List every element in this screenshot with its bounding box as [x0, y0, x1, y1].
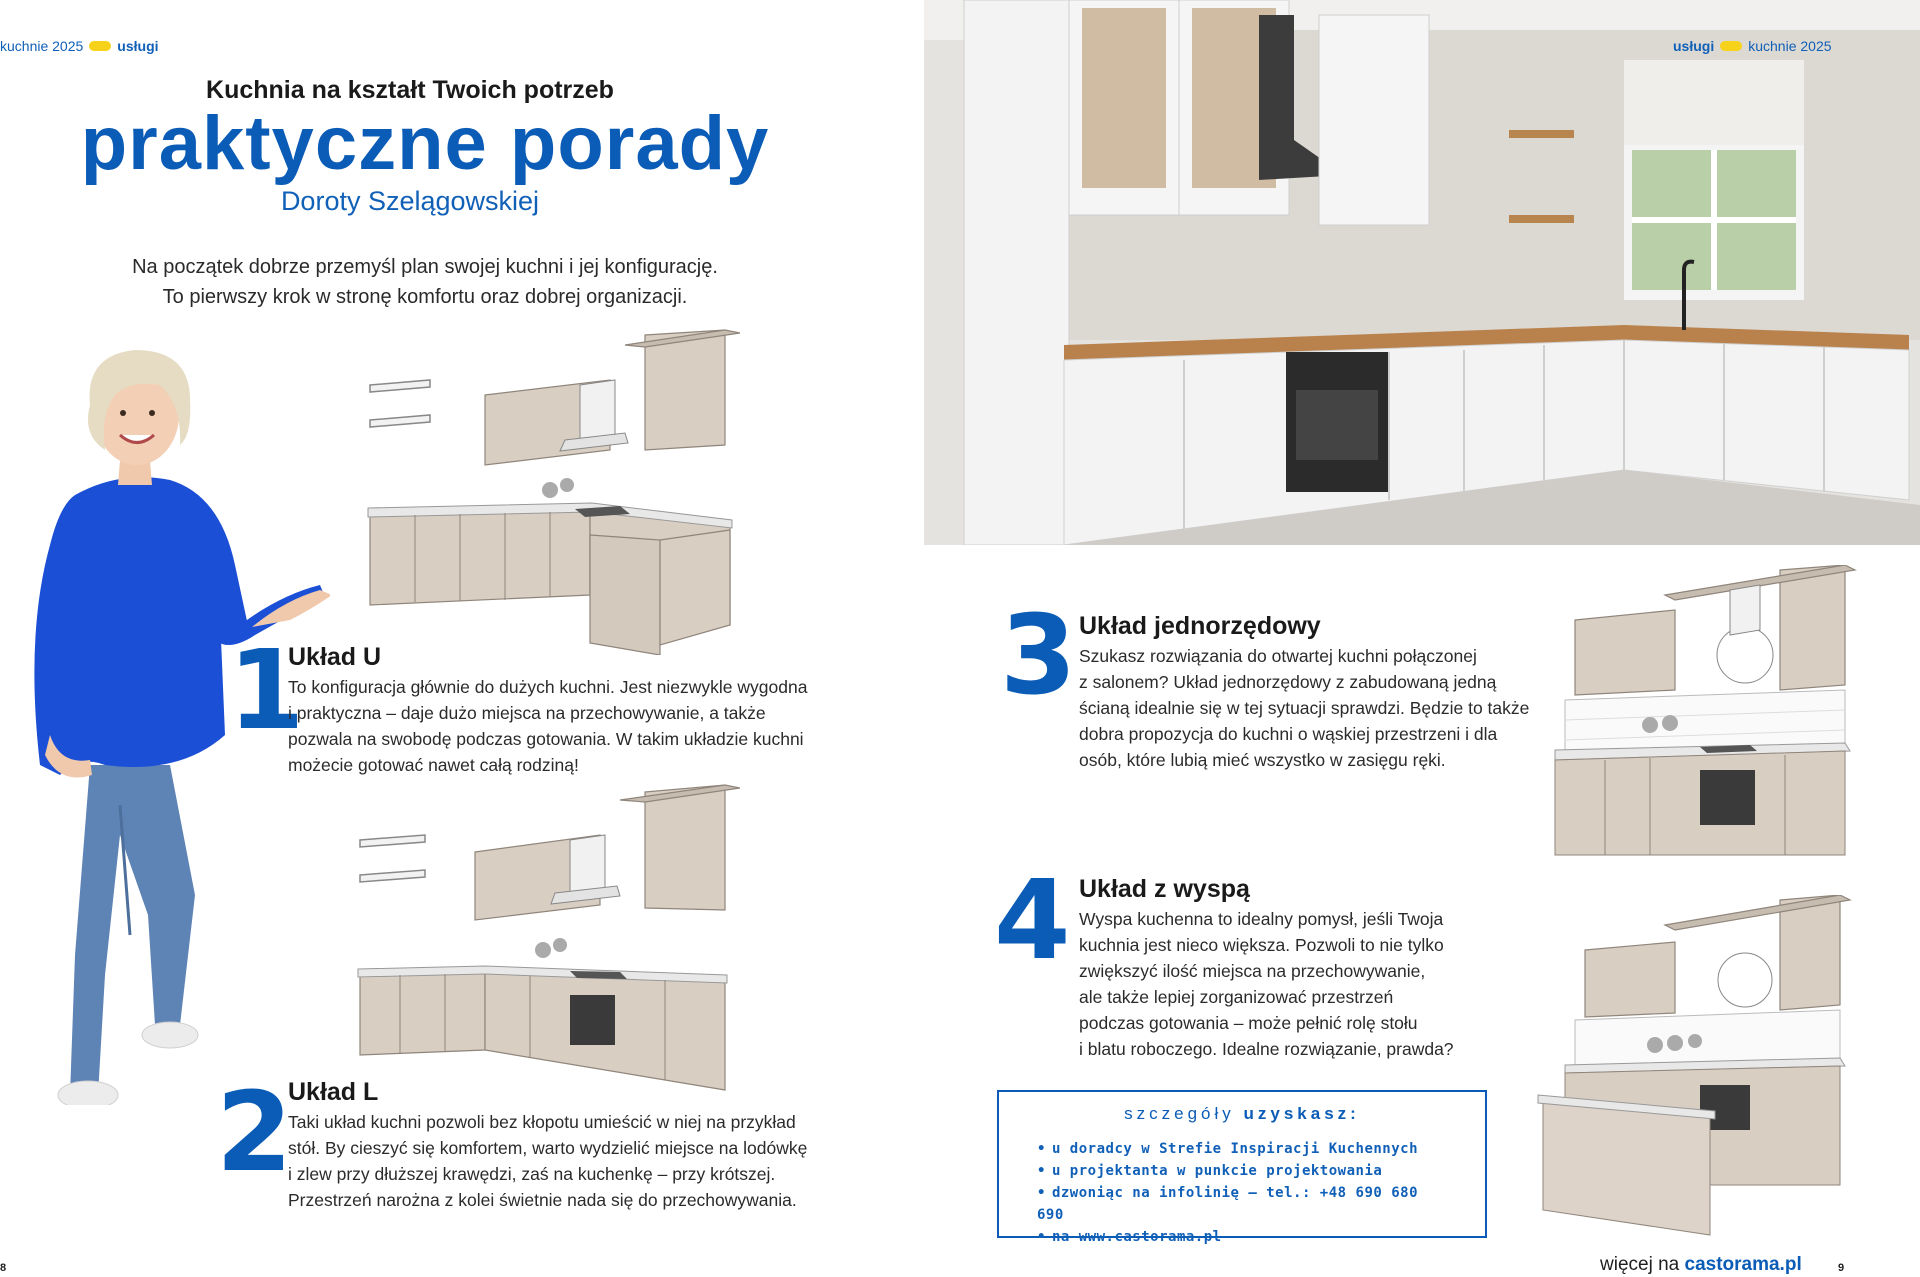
info-list-item: • u projektanta w punkcie projektowania — [1037, 1160, 1447, 1182]
footer-link[interactable]: castorama.pl — [1684, 1254, 1802, 1275]
section-2-line: Taki układ kuchni pozwoli bez kłopotu umieścić w niej na przykład — [288, 1112, 796, 1132]
info-heading-light: szczegóły — [1124, 1104, 1235, 1123]
section-2-number: 2 — [216, 1068, 293, 1196]
island-kitchen-illustration — [1535, 895, 1855, 1240]
info-list — [1037, 1138, 1447, 1248]
u-kitchen-illustration — [360, 325, 740, 655]
info-box — [997, 1090, 1487, 1245]
section-2-line: stół. By cieszyć się komfortem, warto wydzielić miejsce na lodówkę — [288, 1138, 808, 1158]
page-title: praktyczne porady — [80, 101, 770, 186]
section-4-title: Układ z wyspą — [1079, 875, 1250, 903]
info-heading-bold: uzyskasz: — [1243, 1104, 1360, 1123]
section-1-title: Układ U — [288, 643, 382, 671]
section-1-line: i praktyczna – daje dużo miejsca na przechowywanie, a także — [288, 703, 766, 723]
footer-more — [1600, 1254, 1802, 1276]
section-4-number: 4 — [994, 856, 1071, 984]
left-header — [0, 38, 159, 54]
section-3-body — [1079, 643, 1559, 773]
info-list-item: • u doradcy w Strefie Inspiracji Kuchennych — [1037, 1138, 1447, 1160]
section-1-line: możecie gotować nawet całą rodziną! — [288, 755, 579, 775]
section-1-number: 1 — [228, 626, 305, 754]
section-4-line: Wyspa kuchenna to idealny pomysł, jeśli Twoja — [1079, 909, 1444, 929]
section-4-line: kuchnia jest nieco większa. Pozwoli to nie tylko — [1079, 935, 1444, 955]
section-4-body — [1079, 906, 1499, 1062]
section-3-line: Szukasz rozwiązania do otwartej kuchni połączonej — [1079, 646, 1477, 666]
left-header-section: usługi — [117, 38, 159, 54]
info-list-item[interactable]: • dzwoniąc na infolinię – tel.: +48 690 680 690 — [1037, 1182, 1447, 1226]
right-header-title: kuchnie 2025 — [1748, 38, 1832, 54]
single-row-kitchen-illustration — [1525, 565, 1860, 875]
section-3-line: z salonem? Układ jednorzędowy z zabudowaną jedną — [1079, 672, 1497, 692]
section-3-number: 3 — [1000, 591, 1077, 719]
section-1-line: To konfiguracja głównie do dużych kuchni. Jest niezwykle wygodna — [288, 677, 808, 697]
section-2-line: Przestrzeń narożna z kolei świetnie nada się do przechowywania. — [288, 1190, 797, 1210]
section-4-line: podczas gotowania – może pełnić rolę stołu — [1079, 1013, 1418, 1033]
section-4-line: i blatu roboczego. Idealne rozwiązanie, prawda? — [1079, 1039, 1454, 1059]
page-number-left: 8 — [0, 1262, 7, 1274]
kicker-title: Kuchnia na kształt Twoich potrzeb — [206, 76, 614, 104]
section-2-title: Układ L — [288, 1078, 379, 1106]
section-1-line: pozwala na swobodę podczas gotowania. W takim układzie kuchni — [288, 729, 804, 749]
yellow-pill-icon — [89, 41, 111, 51]
right-header-section: usługi — [1673, 38, 1715, 54]
section-1-body — [288, 674, 848, 778]
footer-more-prefix: więcej na — [1600, 1254, 1680, 1275]
kitchen-photo — [924, 0, 1920, 545]
lead-text — [60, 252, 790, 312]
lead-line-2: To pierwszy krok w stronę komfortu oraz dobrej organizacji. — [162, 286, 688, 308]
section-3-line: osób, które lubią mieć wszystko w zasięgu ręki. — [1079, 750, 1446, 770]
info-box-heading — [1037, 1104, 1447, 1124]
section-3-title: Układ jednorzędowy — [1079, 612, 1321, 640]
page-number-right: 9 — [1838, 1262, 1845, 1274]
section-3-line: ścianą idealnie się w tej sytuacji sprawdzi. Będzie to także — [1079, 698, 1530, 718]
left-header-title: kuchnie 2025 — [0, 38, 84, 54]
section-2-line: i zlew przy dłuższej krawędzi, zaś na kuchenkę – przy krótszej. — [288, 1164, 776, 1184]
section-2-body — [288, 1109, 868, 1213]
section-4-line: zwiększyć ilość miejsca na przechowywanie, — [1079, 961, 1426, 981]
section-3-line: dobra propozycja do kuchni o wąskiej przestrzeni i dla — [1079, 724, 1498, 744]
section-4-line: ale także lepiej zorganizować przestrzeń — [1079, 987, 1394, 1007]
yellow-pill-icon — [1720, 41, 1742, 51]
author-subtitle: Doroty Szelągowskiej — [280, 186, 540, 216]
info-list-item[interactable]: • na www.castorama.pl — [1037, 1226, 1447, 1248]
right-header — [1673, 38, 1832, 54]
l-kitchen-illustration — [355, 780, 740, 1100]
lead-line-1: Na początek dobrze przemyśl plan swojej kuchni i jej konfigurację. — [132, 256, 718, 278]
